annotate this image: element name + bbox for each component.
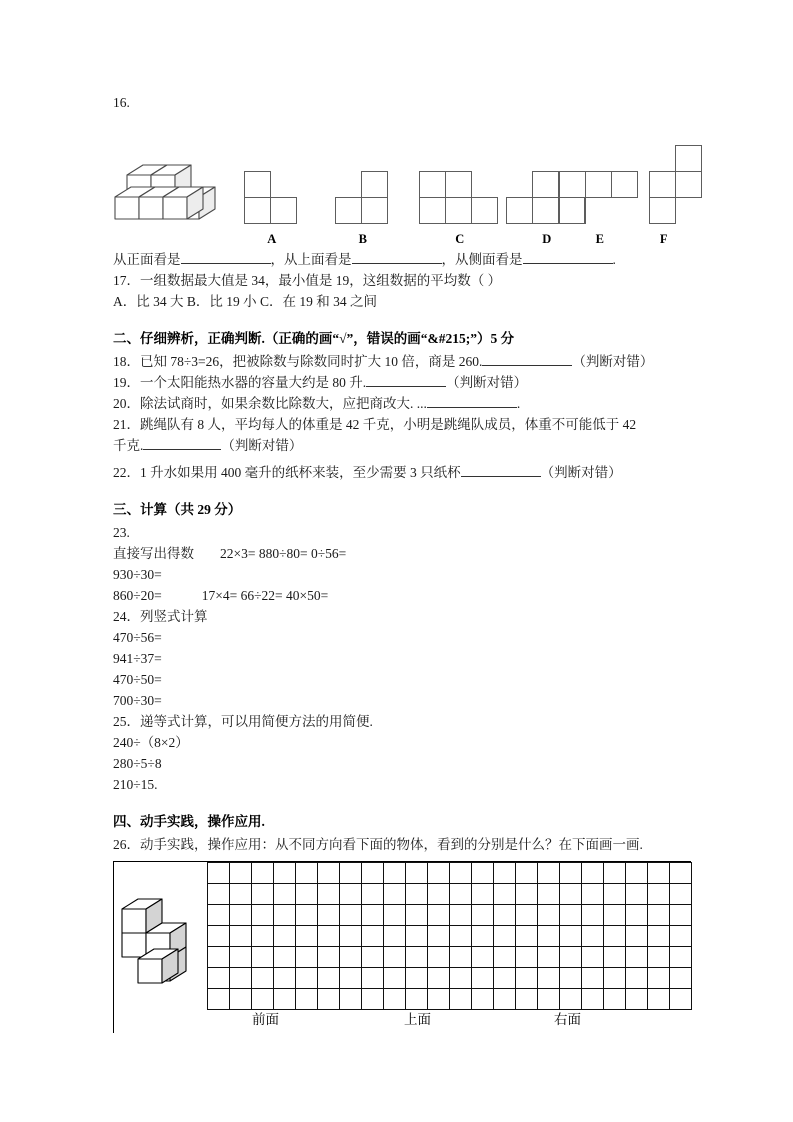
grid-cell[interactable]	[207, 904, 230, 926]
net-d-cell-2	[506, 197, 533, 224]
question-25-item-2: 280÷5÷8	[113, 756, 162, 771]
question-20	[113, 393, 693, 414]
figure-option-a	[244, 171, 300, 247]
grid-cell[interactable]	[405, 904, 428, 926]
grid-cell[interactable]	[229, 883, 252, 905]
grid-cell[interactable]	[207, 946, 230, 968]
figure-option-f	[623, 145, 705, 247]
grid-cell[interactable]	[581, 904, 604, 926]
grid-cell[interactable]	[493, 946, 516, 968]
grid-cell[interactable]	[625, 883, 648, 905]
figure-label-a: A	[267, 232, 277, 246]
grid-cell[interactable]	[625, 862, 648, 884]
question-23-row2a: 930÷30=	[113, 567, 162, 582]
net-e-cell-2	[585, 171, 612, 198]
grid-cell[interactable]	[383, 946, 406, 968]
grid-cell[interactable]	[647, 883, 670, 905]
view-label-front: 前面	[252, 1012, 279, 1027]
grid-cell[interactable]	[669, 883, 692, 905]
grid-cell[interactable]	[251, 904, 274, 926]
grid-cell[interactable]	[537, 904, 560, 926]
drawing-grid[interactable]	[207, 862, 713, 1016]
grid-cell[interactable]	[317, 946, 340, 968]
grid-cell[interactable]	[471, 946, 494, 968]
net-f-cell-2	[649, 171, 676, 198]
grid-cell[interactable]	[625, 904, 648, 926]
grid-cell[interactable]	[515, 904, 538, 926]
grid-cell[interactable]	[559, 967, 582, 989]
net-b-cell-1	[361, 171, 388, 198]
q21-tail: （判断对错）	[221, 438, 303, 453]
grid-cell[interactable]	[471, 967, 494, 989]
net-e-cell-4	[559, 197, 586, 224]
question-21-line2	[113, 435, 693, 456]
grid-cell[interactable]	[405, 967, 428, 989]
net-a	[244, 171, 300, 227]
q16-text-4: .	[612, 252, 616, 267]
grid-cell[interactable]	[339, 862, 362, 884]
grid-cell[interactable]	[339, 967, 362, 989]
grid-cell[interactable]	[537, 862, 560, 884]
net-a-cell-2	[244, 197, 271, 224]
grid-cell[interactable]	[317, 862, 340, 884]
q23-prompt-text: 直接写出得数	[113, 546, 194, 561]
question-19	[113, 372, 693, 393]
question-23-prompt	[113, 543, 693, 564]
grid-cell[interactable]	[427, 904, 450, 926]
grid-cell[interactable]	[295, 967, 318, 989]
net-f-cell-4	[649, 197, 676, 224]
question-17-options: A．比 34 大 B．比 19 小 C．在 19 和 34 之间	[113, 294, 378, 309]
grid-cell[interactable]	[625, 925, 648, 947]
grid-cell[interactable]	[603, 904, 626, 926]
grid-cell[interactable]	[581, 925, 604, 947]
q21-text: 千克.	[113, 438, 144, 453]
grid-cell[interactable]	[669, 967, 692, 989]
grid-cell[interactable]	[515, 925, 538, 947]
grid-cell[interactable]	[603, 862, 626, 884]
net-c-cell-5	[471, 197, 498, 224]
net-e-cell-1	[559, 171, 586, 198]
grid-cell[interactable]	[515, 967, 538, 989]
net-b	[335, 171, 391, 227]
question-26-text: 26．动手实践，操作应用：从不同方向看下面的物体，看到的分别是什么？在下面画一画.	[113, 837, 643, 852]
grid-cell[interactable]	[229, 925, 252, 947]
grid-cell[interactable]	[449, 925, 472, 947]
grid-cell[interactable]	[317, 967, 340, 989]
grid-cell[interactable]	[603, 967, 626, 989]
iso-cube-stack-bottom-svg	[120, 885, 204, 997]
grid-cell[interactable]	[295, 862, 318, 884]
grid-cell[interactable]	[207, 925, 230, 947]
grid-cell[interactable]	[647, 946, 670, 968]
grid-cell[interactable]	[273, 946, 296, 968]
grid-cell[interactable]	[339, 904, 362, 926]
grid-cell[interactable]	[229, 967, 252, 989]
q16-blank-2[interactable]	[352, 250, 442, 264]
grid-cell[interactable]	[647, 862, 670, 884]
document-body	[113, 92, 693, 855]
grid-cell[interactable]	[471, 883, 494, 905]
q18-blank[interactable]	[482, 352, 572, 366]
grid-cell[interactable]	[295, 946, 318, 968]
question-22	[113, 462, 693, 483]
grid-cell[interactable]	[229, 904, 252, 926]
grid-cell[interactable]	[427, 862, 450, 884]
grid-cell[interactable]	[581, 883, 604, 905]
grid-cell[interactable]	[493, 925, 516, 947]
figure-label-f: F	[659, 232, 669, 246]
question-23-row2	[113, 585, 693, 606]
grid-cell[interactable]	[427, 946, 450, 968]
q19-tail: （判断对错）	[446, 375, 528, 390]
grid-cell[interactable]	[559, 904, 582, 926]
view-label-right: 右面	[554, 1012, 581, 1027]
grid-cell[interactable]	[405, 883, 428, 905]
net-f	[623, 145, 705, 227]
grid-cell[interactable]	[405, 946, 428, 968]
question-24-item-4: 700÷30=	[113, 693, 162, 708]
net-b-cell-2	[335, 197, 362, 224]
grid-cell[interactable]	[273, 904, 296, 926]
q19-text: 19．一个太阳能热水器的容量大约是 80 升.	[113, 375, 367, 390]
q23-row2b: 860÷20=	[113, 588, 162, 603]
grid-cell[interactable]	[603, 946, 626, 968]
grid-cell[interactable]	[449, 883, 472, 905]
grid-cell[interactable]	[251, 967, 274, 989]
grid-cell[interactable]	[207, 862, 230, 884]
grid-cell[interactable]	[339, 883, 362, 905]
iso-cube-stack-svg	[113, 153, 221, 233]
net-b-cell-3	[361, 197, 388, 224]
grid-cell[interactable]	[339, 925, 362, 947]
grid-cell[interactable]	[361, 904, 384, 926]
question-16-figures	[113, 127, 693, 247]
grid-cell[interactable]	[559, 925, 582, 947]
q21-blank[interactable]	[143, 436, 221, 450]
grid-cell[interactable]	[317, 883, 340, 905]
q18-text: 18．已知 78÷3=26，把被除数与除数同时扩大 10 倍，商是 260.	[113, 354, 483, 369]
grid-cell[interactable]	[361, 883, 384, 905]
question-18	[113, 351, 693, 372]
grid-cell[interactable]	[405, 862, 428, 884]
q16-blank-1[interactable]	[181, 250, 271, 264]
grid-cell[interactable]	[449, 904, 472, 926]
grid-cell[interactable]	[273, 883, 296, 905]
grid-cell[interactable]	[603, 883, 626, 905]
grid-cell[interactable]	[427, 925, 450, 947]
grid-cell[interactable]	[537, 925, 560, 947]
grid-cell[interactable]	[383, 925, 406, 947]
q18-tail: （判断对错）	[572, 354, 654, 369]
question-17-text: 17．一组数据最大值是 34，最小值是 19，这组数据的平均数（ ）	[113, 273, 502, 288]
grid-cell[interactable]	[669, 904, 692, 926]
question-16-answer-line	[113, 249, 693, 270]
grid-cell[interactable]	[207, 883, 230, 905]
grid-cell[interactable]	[515, 883, 538, 905]
grid-cell[interactable]	[273, 925, 296, 947]
q23-row1: 22×3= 880÷80= 0÷56=	[220, 546, 347, 561]
grid-cell[interactable]	[647, 904, 670, 926]
grid-cell[interactable]	[449, 946, 472, 968]
question-24-item-2: 941÷37=	[113, 651, 162, 666]
grid-cell[interactable]	[471, 904, 494, 926]
grid-cell[interactable]	[625, 946, 648, 968]
grid-cell[interactable]	[625, 967, 648, 989]
q16-text-1: 从正面看是	[113, 252, 181, 267]
net-a-cell-1	[244, 171, 271, 198]
grid-cell[interactable]	[383, 904, 406, 926]
question-25-title: 25．递等式计算，可以用简便方法的用简便.	[113, 714, 373, 729]
grid-cell[interactable]	[493, 904, 516, 926]
grid-cell[interactable]	[383, 883, 406, 905]
grid-cell[interactable]	[559, 946, 582, 968]
grid-cell[interactable]	[493, 862, 516, 884]
q22-tail: （判断对错）	[540, 465, 622, 480]
net-c	[419, 171, 501, 227]
net-c-cell-2	[445, 171, 472, 198]
grid-cell[interactable]	[229, 862, 252, 884]
net-a-cell-3	[270, 197, 297, 224]
q16-text-2: ，从上面看是	[270, 252, 352, 267]
grid-cell[interactable]	[603, 925, 626, 947]
grid-cell[interactable]	[361, 967, 384, 989]
grid-cell[interactable]	[427, 967, 450, 989]
figure-label-c: C	[455, 232, 465, 246]
grid-cell[interactable]	[537, 967, 560, 989]
grid-cell[interactable]	[647, 967, 670, 989]
section-3-heading: 三、计算（共 29 分）	[113, 502, 242, 517]
figure-label-d: D	[542, 232, 552, 246]
grid-cell[interactable]	[471, 862, 494, 884]
grid-cell[interactable]	[251, 946, 274, 968]
question-21-line1: 21．跳绳队有 8 人，平均每人的体重是 42 千克，小明是跳绳队成员，体重不可能低于 42	[113, 417, 637, 432]
q22-blank[interactable]	[461, 463, 541, 477]
grid-cell[interactable]	[427, 883, 450, 905]
q16-text-3: ，从侧面看是	[441, 252, 523, 267]
grid-cell[interactable]	[361, 925, 384, 947]
grid-cell[interactable]	[493, 883, 516, 905]
grid-cell[interactable]	[559, 862, 582, 884]
question-23-number: 23.	[113, 525, 130, 540]
grid-cell[interactable]	[251, 883, 274, 905]
question-16-number: 16.	[113, 95, 130, 110]
figure-option-b	[335, 171, 391, 247]
net-c-cell-4	[445, 197, 472, 224]
grid-cell[interactable]	[559, 883, 582, 905]
net-d-cell-1	[532, 171, 559, 198]
q22-text: 22．1 升水如果用 400 毫升的纸杯来装，至少需要 3 只纸杯	[113, 465, 461, 480]
grid-cell[interactable]	[493, 967, 516, 989]
section-2-heading: 二、仔细辨析，正确判断.（正确的画“√”，错误的画“&#215;”）5 分	[113, 331, 515, 346]
grid-cell[interactable]	[581, 946, 604, 968]
question-25-item-1: 240÷（8×2）	[113, 735, 189, 750]
grid-cell[interactable]	[647, 925, 670, 947]
grid-cell[interactable]	[449, 862, 472, 884]
question-24-item-1: 470÷56=	[113, 630, 162, 645]
grid-cell[interactable]	[669, 925, 692, 947]
net-f-cell-3	[675, 171, 702, 198]
figure-label-e: E	[595, 232, 605, 246]
grid-cell[interactable]	[537, 946, 560, 968]
grid-cell[interactable]	[229, 946, 252, 968]
grid-cell[interactable]	[669, 946, 692, 968]
net-f-cell-1	[675, 145, 702, 172]
grid-cell[interactable]	[251, 862, 274, 884]
iso-cube-stack-bottom	[120, 885, 204, 997]
grid-cell[interactable]	[581, 967, 604, 989]
grid-cell[interactable]	[471, 925, 494, 947]
q20-tail: .	[516, 396, 521, 411]
grid-cell[interactable]	[361, 862, 384, 884]
question-24-title: 24．列竖式计算	[113, 609, 208, 624]
grid-cell[interactable]	[207, 967, 230, 989]
view-label-top: 上面	[404, 1012, 431, 1027]
grid-cell[interactable]	[515, 946, 538, 968]
grid-cell[interactable]	[449, 967, 472, 989]
q23-row2c: 17×4= 66÷22= 40×50=	[201, 588, 329, 603]
grid-cell[interactable]	[273, 967, 296, 989]
grid-cell[interactable]	[361, 946, 384, 968]
grid-cell[interactable]	[339, 946, 362, 968]
grid-cell[interactable]	[669, 862, 692, 884]
question-24-item-3: 470÷50=	[113, 672, 162, 687]
figure-option-c	[419, 171, 501, 247]
grid-cell[interactable]	[273, 862, 296, 884]
view-labels-row	[0, 1000, 793, 1027]
grid-cell[interactable]	[537, 883, 560, 905]
grid-cell[interactable]	[317, 925, 340, 947]
section-4-heading: 四、动手实践，操作应用.	[113, 814, 265, 829]
grid-cell[interactable]	[317, 904, 340, 926]
grid-cell[interactable]	[295, 904, 318, 926]
figure-label-b: B	[358, 232, 368, 246]
grid-cell[interactable]	[383, 862, 406, 884]
q16-blank-3[interactable]	[523, 250, 613, 264]
grid-cell[interactable]	[295, 883, 318, 905]
q19-blank[interactable]	[366, 373, 446, 387]
figure-solid-iso	[113, 153, 221, 233]
question-25-item-3: 210÷15.	[113, 777, 158, 792]
grid-cell[interactable]	[405, 925, 428, 947]
grid-cell[interactable]	[515, 862, 538, 884]
iso-cube-stack-top	[113, 153, 221, 233]
grid-cell[interactable]	[383, 967, 406, 989]
grid-cell[interactable]	[251, 925, 274, 947]
grid-cell[interactable]	[295, 925, 318, 947]
net-c-cell-3	[419, 197, 446, 224]
q20-text: 20．除法试商时，如果余数比除数大，应把商改大. ...	[113, 396, 427, 411]
net-c-cell-1	[419, 171, 446, 198]
net-d-cell-3	[532, 197, 559, 224]
grid-cell[interactable]	[581, 862, 604, 884]
q20-blank[interactable]	[427, 394, 517, 408]
